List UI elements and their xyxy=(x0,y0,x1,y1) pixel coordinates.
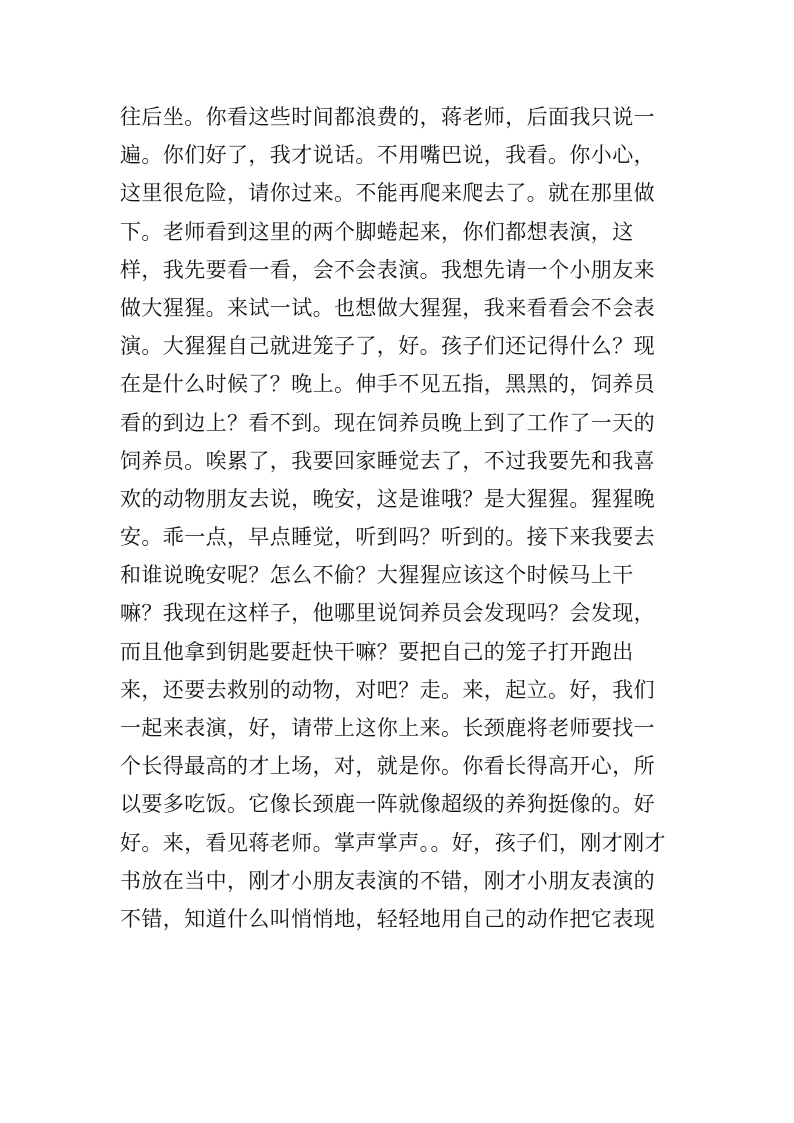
text-line: 一起来表演，好，请带上这你上来。长颈鹿将老师要找一 xyxy=(120,716,655,740)
text-line: 好。来，看见蒋老师。掌声掌声。。好，孩子们，刚才刚才 xyxy=(120,830,666,855)
text-line: 而且他拿到钥匙要赶快干嘛？要把自己的笼子打开跑出 xyxy=(120,639,634,664)
text-line: 在是什么时候了？晚上。伸手不见五指，黑黑的，饲养员 xyxy=(120,372,655,397)
text-line: 欢的动物朋友去说，晚安，这是谁哦？是大猩猩。猩猩晚 xyxy=(120,486,655,511)
text-line: 样，我先要看一看，会不会表演。我想先请一个小朋友来 xyxy=(120,257,655,282)
text-line: 下。老师看到这里的两个脚蜷起来，你们都想表演，这 xyxy=(120,219,634,244)
text-line: 往后坐。你看这些时间都浪费的，蒋老师，后面我只说一 xyxy=(120,105,655,129)
text-line: 这里很危险，请你过来。不能再爬来爬去了。就在那里做 xyxy=(120,181,655,206)
text-line: 嘛？我现在这样子，他哪里说饲养员会发现吗？会发现， xyxy=(120,601,655,626)
text-line: 遍。你们好了，我才说话。不用嘴巴说，我看。你小心， xyxy=(120,143,655,168)
text-line: 安。乖一点，早点睡觉，听到吗？听到的。接下来我要去 xyxy=(120,525,655,550)
text-line: 来，还要去救别的动物，对吧？走。来，起立。好，我们 xyxy=(120,677,655,702)
text-line: 以要多吃饭。它像长颈鹿一阵就像超级的养狗挺像的。好 xyxy=(120,792,655,817)
text-line: 书放在当中，刚才小朋友表演的不错，刚才小朋友表演的 xyxy=(120,868,655,893)
text-line: 看的到边上？看不到。现在饲养员晚上到了工作了一天的 xyxy=(120,410,655,435)
text-line: 做大猩猩。来试一试。也想做大猩猩，我来看看会不会表 xyxy=(120,295,655,320)
text-line: 不错，知道什么叫悄悄地，轻轻地用自己的动作把它表现 xyxy=(120,906,655,931)
text-line: 和谁说晚安呢？怎么不偷？大猩猩应该这个时候马上干 xyxy=(120,563,634,588)
text-line: 饲养员。唉累了，我要回家睡觉去了，不过我要先和我喜 xyxy=(120,448,655,473)
text-line: 演。大猩猩自己就进笼子了，好。孩子们还记得什么？现 xyxy=(120,334,655,359)
text-line: 个长得最高的才上场，对，就是你。你看长得高开心，所 xyxy=(120,754,655,779)
document-body xyxy=(120,98,666,938)
